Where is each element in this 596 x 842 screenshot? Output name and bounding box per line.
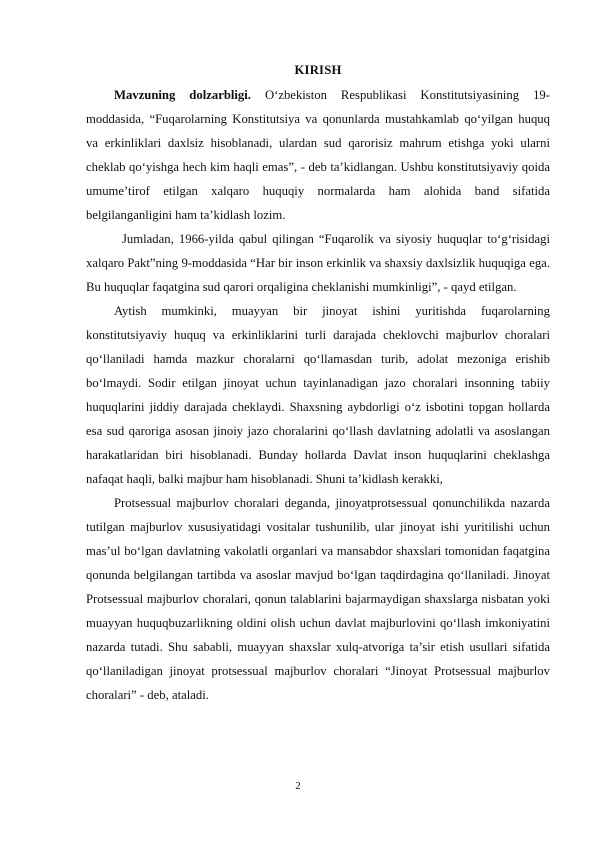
paragraph-text: Protsessual majburlov choralari deganda, jinoyatprotsessual qonunchilikda nazarda tutilgan majburlov xususiyatidagi vositalar tushunilib, ular jinoyat ishi yuritilishi uchun mas’ul bo‘lgan davlatning vakolatli organlari va mansabdor shaxslari tomonidan faqatgina qonunda belgilangan tartibda va asoslar mavjud bo‘lgan taqdirdagina qo‘llaniladi. Jinoyat Protsessual majburlov choralari, qonun talablarini bajarmaydigan shaxslarga nisbatan yoki muayyan huquqbuzarlikning oldini olish uchun davlat majburlovini qo‘llash imkoniyatini nazarda tutadi. Shu sababli, muayyan shaxslar xulq-atvoriga ta’sir etish usullari sifatida qo‘llaniladigan jinoyat protsessual majburlov choralari “Jinoyat Protsessual majburlov choralari” - deb, ataladi. (86, 496, 550, 702)
paragraph-international-pact (86, 227, 550, 299)
paragraph-text: Jumladan, 1966-yilda qabul qilingan “Fuqarolik va siyosiy huquqlar to‘g‘risidagi xalqaro Pakt”ning 9-moddasida “Har bir inson erkinlik va shaxsiy daxlsizlik huquqiga ega. Bu huquqlar faqatgina sud qarori orqaligina cheklanishi mumkinligi”, - qayd etilgan. (86, 232, 550, 294)
relevance-heading: Mavzuning dolzarbligi. (114, 88, 251, 102)
paragraph-coercive-measures (86, 299, 550, 491)
paragraph-procedural-coercion (86, 491, 550, 707)
paragraph-text: O‘zbekiston Respublikasi Konstitutsiyasining 19-moddasida, “Fuqarolarning Konstitutsiya va qonunlarda mustahkamlab qo‘yilgan huquq va erkinliklari daxlsiz hisoblanadi, ulardan sud qarorisiz mahrum etishga yoki ularni cheklab qo‘yishga hech kim haqli emas”, - deb ta’kidlangan. Ushbu konstitutsiyaviy qoida umume’tirof etilgan xalqaro huquqiy normalarda ham alohida band sifatida belgilanganligini ham ta’kidlash lozim. (86, 88, 550, 222)
paragraph-text: Aytish mumkinki, muayyan bir jinoyat ishini yuritishda fuqarolarning konstitutsiyaviy huquq va erkinliklarini turli darajada cheklovchi majburlov choralari qo‘llaniladi hamda mazkur choralarni qo‘llamasdan turib, adolat mezoniga erishib bo‘lmaydi. Sodir etilgan jinoyat uchun tayinlanadigan jazo choralari insonning tabiiy huquqlarini jiddiy darajada cheklaydi. Shaxsning aybdorligi o‘z isbotini topgan hollarda esa sud qaroriga asosan jinoiy jazo choralarini qo‘llash davlatning adolatli va asoslangan harakatlaridan biri hisoblanadi. Bunday hollarda Davlat inson huquqlarini cheklashga nafaqat haqli, balki majbur ham hisoblanadi. Shuni ta’kidlash kerakki, (86, 304, 550, 486)
paragraph-relevance (86, 83, 550, 227)
document-page (86, 58, 550, 707)
page-title: KIRISH (294, 63, 342, 77)
page-number: 2 (295, 780, 301, 792)
